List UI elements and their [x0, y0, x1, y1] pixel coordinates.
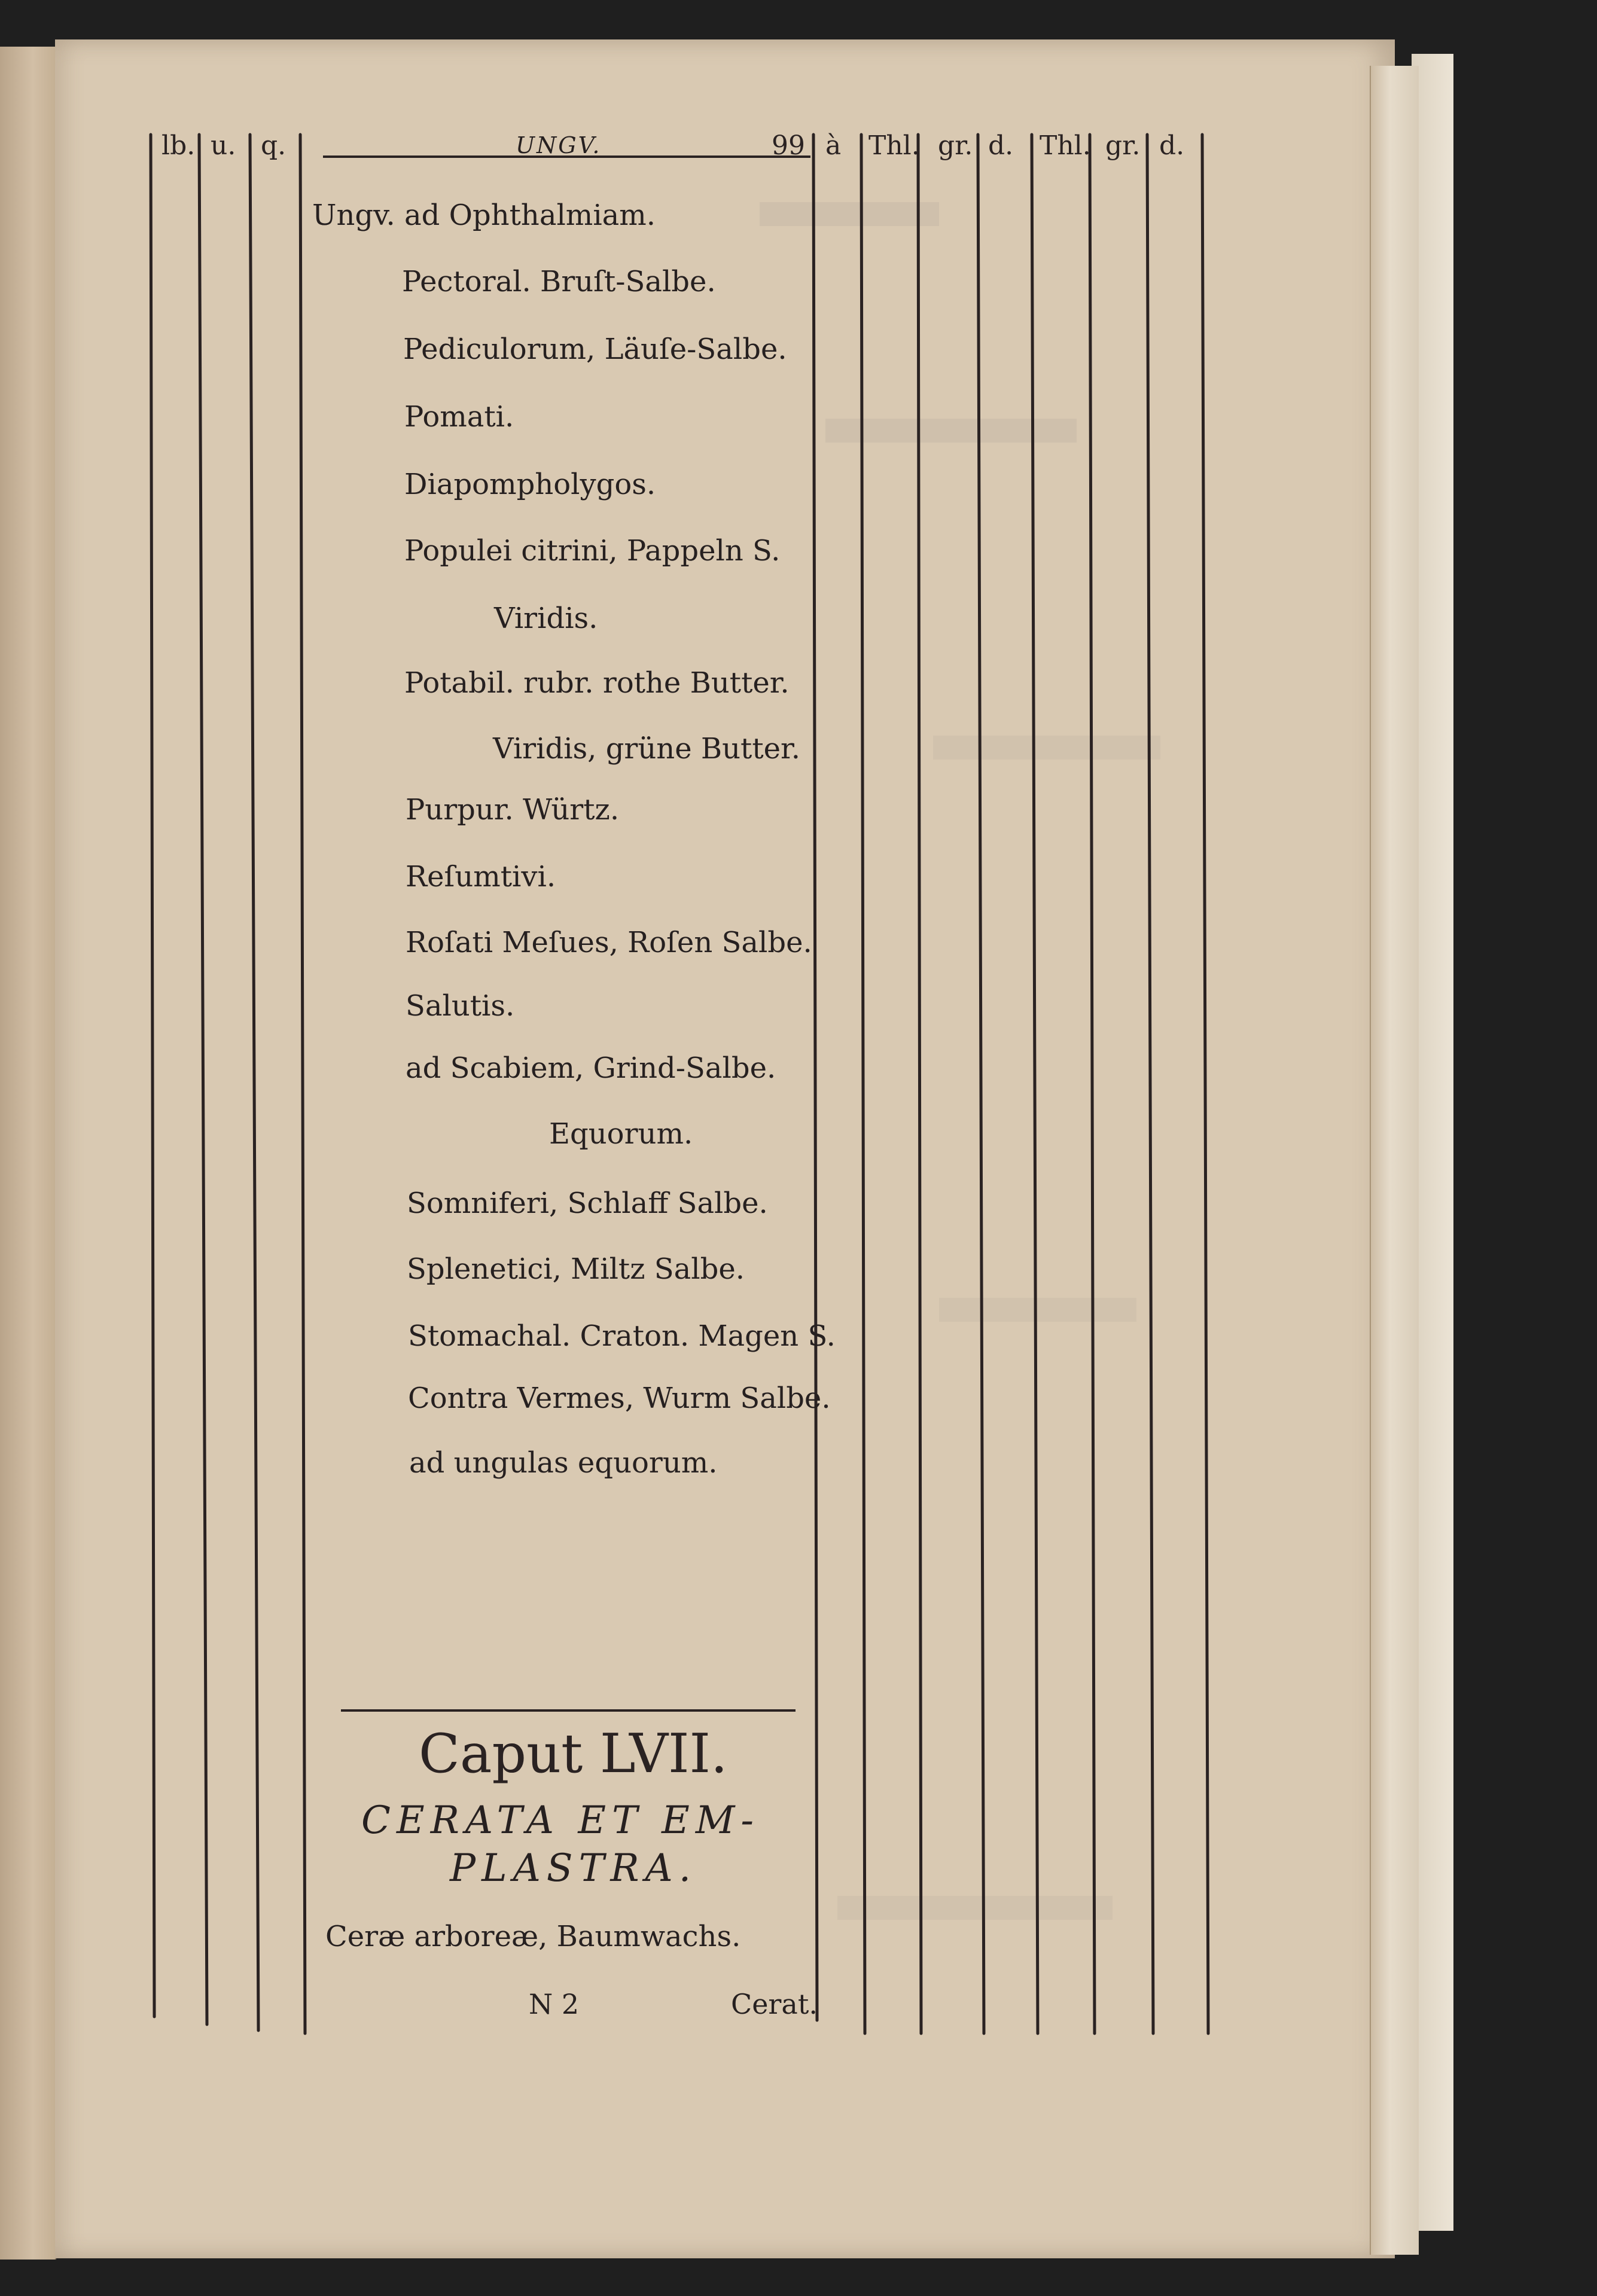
- unit-ounce-header: u.: [211, 130, 236, 161]
- unit-thaler-header-2: Thl.: [1040, 130, 1091, 161]
- list-item: Splenetici, Miltz Salbe.: [407, 1252, 745, 1286]
- unit-groschen-header-2: gr.: [1105, 130, 1141, 161]
- list-item: Viridis.: [494, 602, 598, 635]
- list-item: ad ungulas equorum.: [409, 1446, 718, 1480]
- list-item: Contra Vermes, Wurm Salbe.: [408, 1382, 831, 1415]
- range-word: à: [825, 130, 842, 161]
- list-item: Ungv. ad Ophthalmiam.: [312, 199, 656, 232]
- list-item: Roſati Meſues, Roſen Salbe.: [406, 926, 812, 959]
- running-title: UNGV.: [516, 132, 602, 158]
- list-item: Somniferi, Schlaff Salbe.: [407, 1187, 768, 1220]
- signature-mark: N 2: [529, 1988, 580, 2020]
- list-item: Reſumtivi.: [406, 860, 556, 894]
- list-item: Pectoral. Bruſt-Salbe.: [402, 265, 716, 298]
- list-item: Equorum.: [549, 1117, 693, 1151]
- list-item: Potabil. rubr. rothe Butter.: [404, 666, 790, 700]
- left-page-edge: [0, 47, 56, 2260]
- page-number: 99: [772, 130, 805, 161]
- unit-thaler-header-1: Thl.: [868, 130, 920, 161]
- chapter-title-line-2: PLASTRA.: [450, 1846, 697, 1891]
- list-item: Purpur. Würtz.: [406, 793, 620, 827]
- list-item: Pediculorum, Läuſe-Salbe.: [403, 333, 787, 366]
- list-item: Diapompholygos.: [404, 468, 656, 501]
- unit-pound-header: lb.: [161, 130, 196, 161]
- chapter-title-line-1: CERATA ET EM-: [361, 1798, 760, 1843]
- unit-groschen-header-1: gr.: [938, 130, 973, 161]
- list-item: Ceræ arboreæ, Baumwachs.: [325, 1920, 741, 1953]
- list-item: Pomati.: [404, 400, 514, 434]
- list-item: Stomachal. Craton. Magen S.: [408, 1319, 836, 1353]
- unit-pfennig-header-1: d.: [988, 130, 1014, 161]
- unit-quarter-header: q.: [261, 130, 287, 161]
- unit-pfennig-header-2: d.: [1159, 130, 1185, 161]
- catchword: Cerat.: [731, 1988, 818, 2020]
- list-item: Populei citrini, Pappeln S.: [404, 534, 781, 568]
- page-stack-edge: [1370, 66, 1419, 2255]
- list-item: Salutis.: [406, 989, 515, 1023]
- list-item: ad Scabiem, Grind-Salbe.: [406, 1051, 776, 1085]
- chapter-number: Caput LVII.: [419, 1722, 728, 1785]
- list-item: Viridis, grüne Butter.: [493, 732, 800, 766]
